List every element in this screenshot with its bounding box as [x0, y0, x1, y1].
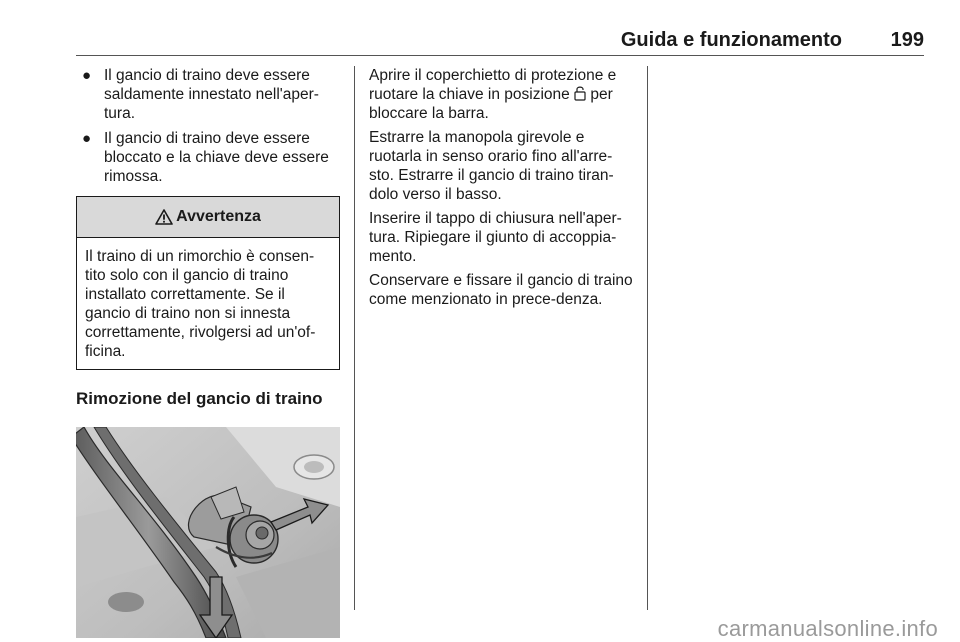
bullet-item: [76, 129, 340, 186]
column-divider-right: [647, 66, 648, 610]
paragraph-text: per bloccare la barra.: [369, 86, 613, 122]
bullet-dot-icon: ●: [82, 67, 92, 84]
paragraph-insert-cap: Inserire il tappo di chiusura nell'aper-tura. Ripiegare il giunto di accoppia-mento.: [369, 210, 622, 265]
page-number: 199: [890, 29, 924, 51]
paragraph-lock-key: [369, 66, 635, 123]
page-header-title: Guida e funzionamento: [620, 29, 842, 51]
left-column: [76, 66, 340, 638]
bullet-list: [76, 66, 340, 186]
warning-triangle-icon: [155, 209, 173, 225]
header-rule: [76, 55, 924, 56]
warning-box: [76, 196, 340, 370]
middle-column: [369, 66, 635, 314]
tow-hook-removal-illustration: [76, 427, 340, 638]
column-divider-left: [354, 66, 355, 610]
unlock-symbol-icon: [574, 85, 586, 101]
warning-body: Il traino di un rimorchio è consen-tito solo con il gancio di traino installato correttamente. Se il gancio di traino non si innesta correttamente, rivolgersi ad un'of-ficina.: [85, 248, 316, 360]
paragraph-text: Aprire il coperchietto di protezione e ruotare la chiave in posizione: [369, 67, 617, 103]
paragraph-remove-hook: Estrarre la manopola girevole e ruotarla in senso orario fino all'arre-sto. Estrarre il gancio di traino tiran-dolo verso il basso.: [369, 129, 614, 203]
warning-header: [77, 197, 339, 238]
paragraph-store-hook: Conservare e fissare il gancio di traino come menzionato in prece-denza.: [369, 272, 633, 308]
bullet-text: Il gancio di traino deve essere saldamente innestato nell'aper-tura.: [104, 67, 319, 122]
watermark: carmanualsonline.info: [717, 616, 938, 641]
warning-title: Avvertenza: [176, 208, 261, 225]
section-heading: Rimozione del gancio di traino: [76, 389, 323, 408]
bullet-text: Il gancio di traino deve essere bloccato e la chiave deve essere rimossa.: [104, 130, 329, 185]
bullet-item: [76, 66, 340, 123]
bullet-dot-icon: ●: [82, 130, 92, 147]
